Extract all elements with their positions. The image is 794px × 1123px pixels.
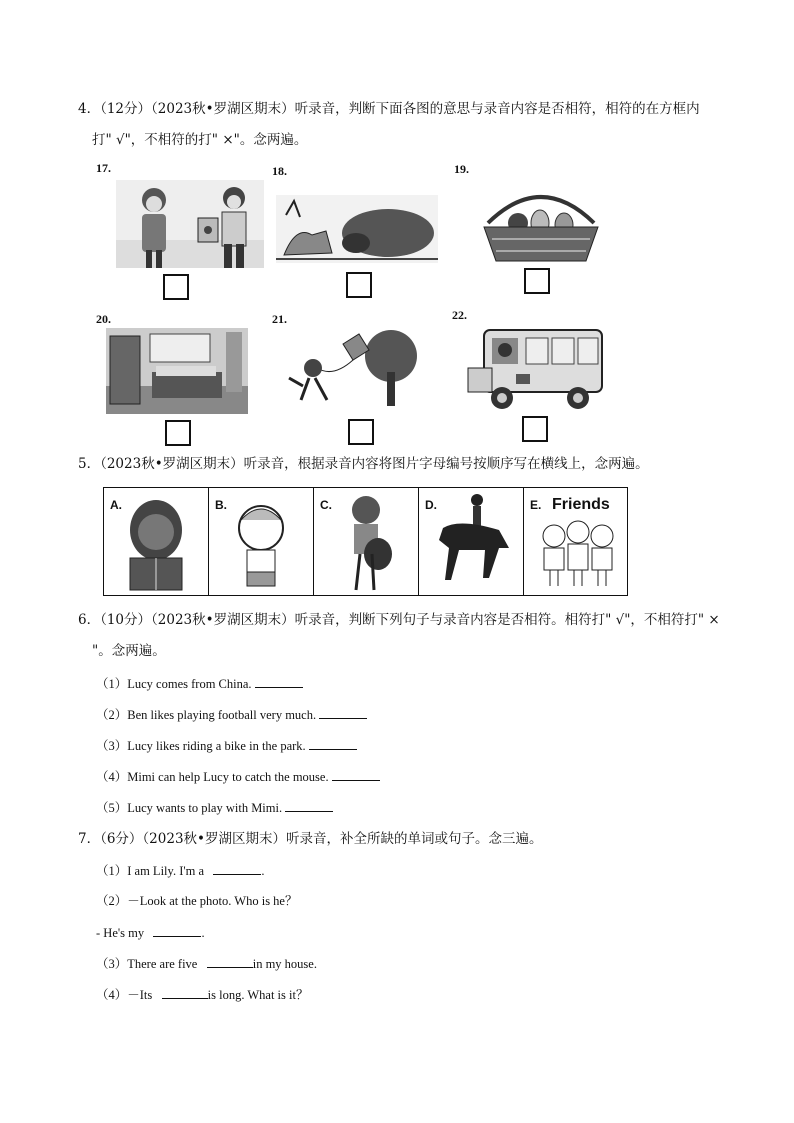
blank-q6-1[interactable] <box>255 677 303 688</box>
picture-child-flying-kite <box>283 328 425 412</box>
q6-sentence-1: （1）Lucy comes from China. <box>96 677 303 691</box>
item-18-number: 18. <box>272 164 287 178</box>
blank-q6-3[interactable] <box>309 739 357 750</box>
q7-sentence-2b: - He's my . <box>96 926 205 940</box>
picture-two-children <box>116 180 264 268</box>
picture-e-friends <box>524 488 628 595</box>
picture-cat-and-dog <box>276 195 438 263</box>
picture-d-horse-rider <box>419 488 524 595</box>
picture-bedroom <box>106 328 248 414</box>
answer-box-19[interactable] <box>524 268 550 294</box>
picture-school-bus <box>466 324 606 412</box>
q6-sentence-4: （4）Mimi can help Lucy to catch the mouse. <box>96 770 380 784</box>
q7-sentence-4: （4）－Its is long. What is it？ <box>96 988 309 1002</box>
blank-q6-5[interactable] <box>285 801 333 812</box>
label-b: B. <box>215 498 227 512</box>
picture-b-boy <box>209 488 314 595</box>
blank-q6-4[interactable] <box>332 770 380 781</box>
label-c: C. <box>320 498 332 512</box>
answer-box-18[interactable] <box>346 272 372 298</box>
q7-sentence-1: （1）I am Lily. I'm a . <box>96 864 265 878</box>
q4-instruction-line2: 打" √"，不相符的打" ×"。念两遍。 <box>92 132 308 148</box>
friends-text: Friends <box>552 496 610 513</box>
picture-fruit-basket <box>478 183 604 263</box>
label-a: A. <box>110 498 122 512</box>
q5-instruction: 5．（2023秋•罗湖区期末）听录音，根据录音内容将图片字母编号按顺序写在横线上，念两遍。 <box>78 456 649 472</box>
blank-q7-4[interactable] <box>162 988 208 999</box>
blank-q6-2[interactable] <box>319 708 367 719</box>
answer-box-21[interactable] <box>348 419 374 445</box>
picture-a-girl-reading <box>104 488 209 595</box>
q7-sentence-3: （3）There are five in my house. <box>96 957 317 971</box>
item-20-number: 20. <box>96 312 111 326</box>
q6-sentence-2: （2）Ben likes playing football very much. <box>96 708 367 722</box>
blank-q7-3[interactable] <box>207 957 253 968</box>
item-17-number: 17. <box>96 161 111 175</box>
picture-strip <box>103 487 628 596</box>
answer-box-17[interactable] <box>163 274 189 300</box>
label-e: E. <box>530 498 542 512</box>
blank-q7-1[interactable] <box>213 864 261 875</box>
q6-sentence-3: （3）Lucy likes riding a bike in the park. <box>96 739 357 753</box>
item-21-number: 21. <box>272 312 287 326</box>
q6-sentence-5: （5）Lucy wants to play with Mimi. <box>96 801 333 815</box>
q6-instruction-line2: "。念两遍。 <box>92 643 166 659</box>
answer-box-22[interactable] <box>522 416 548 442</box>
q7-instruction: 7．（6分）（2023秋•罗湖区期末）听录音，补全所缺的单词或句子。念三遍。 <box>78 831 543 847</box>
item-19-number: 19. <box>454 162 469 176</box>
item-22-number: 22. <box>452 308 467 322</box>
answer-box-20[interactable] <box>165 420 191 446</box>
q7-sentence-2: （2）－Look at the photo. Who is he？ <box>96 894 298 908</box>
q4-instruction-line1: 4．（12分）（2023秋•罗湖区期末）听录音，判断下面各图的意思与录音内容是否相符，相符的在方框内 <box>78 101 700 117</box>
q6-instruction-line1: 6．（10分）（2023秋•罗湖区期末）听录音，判断下列句子与录音内容是否相符。相符打" √"，不相符打" × <box>78 612 720 628</box>
label-d: D. <box>425 498 437 512</box>
picture-c-child-with-ball <box>314 488 419 595</box>
blank-q7-2[interactable] <box>153 926 201 937</box>
